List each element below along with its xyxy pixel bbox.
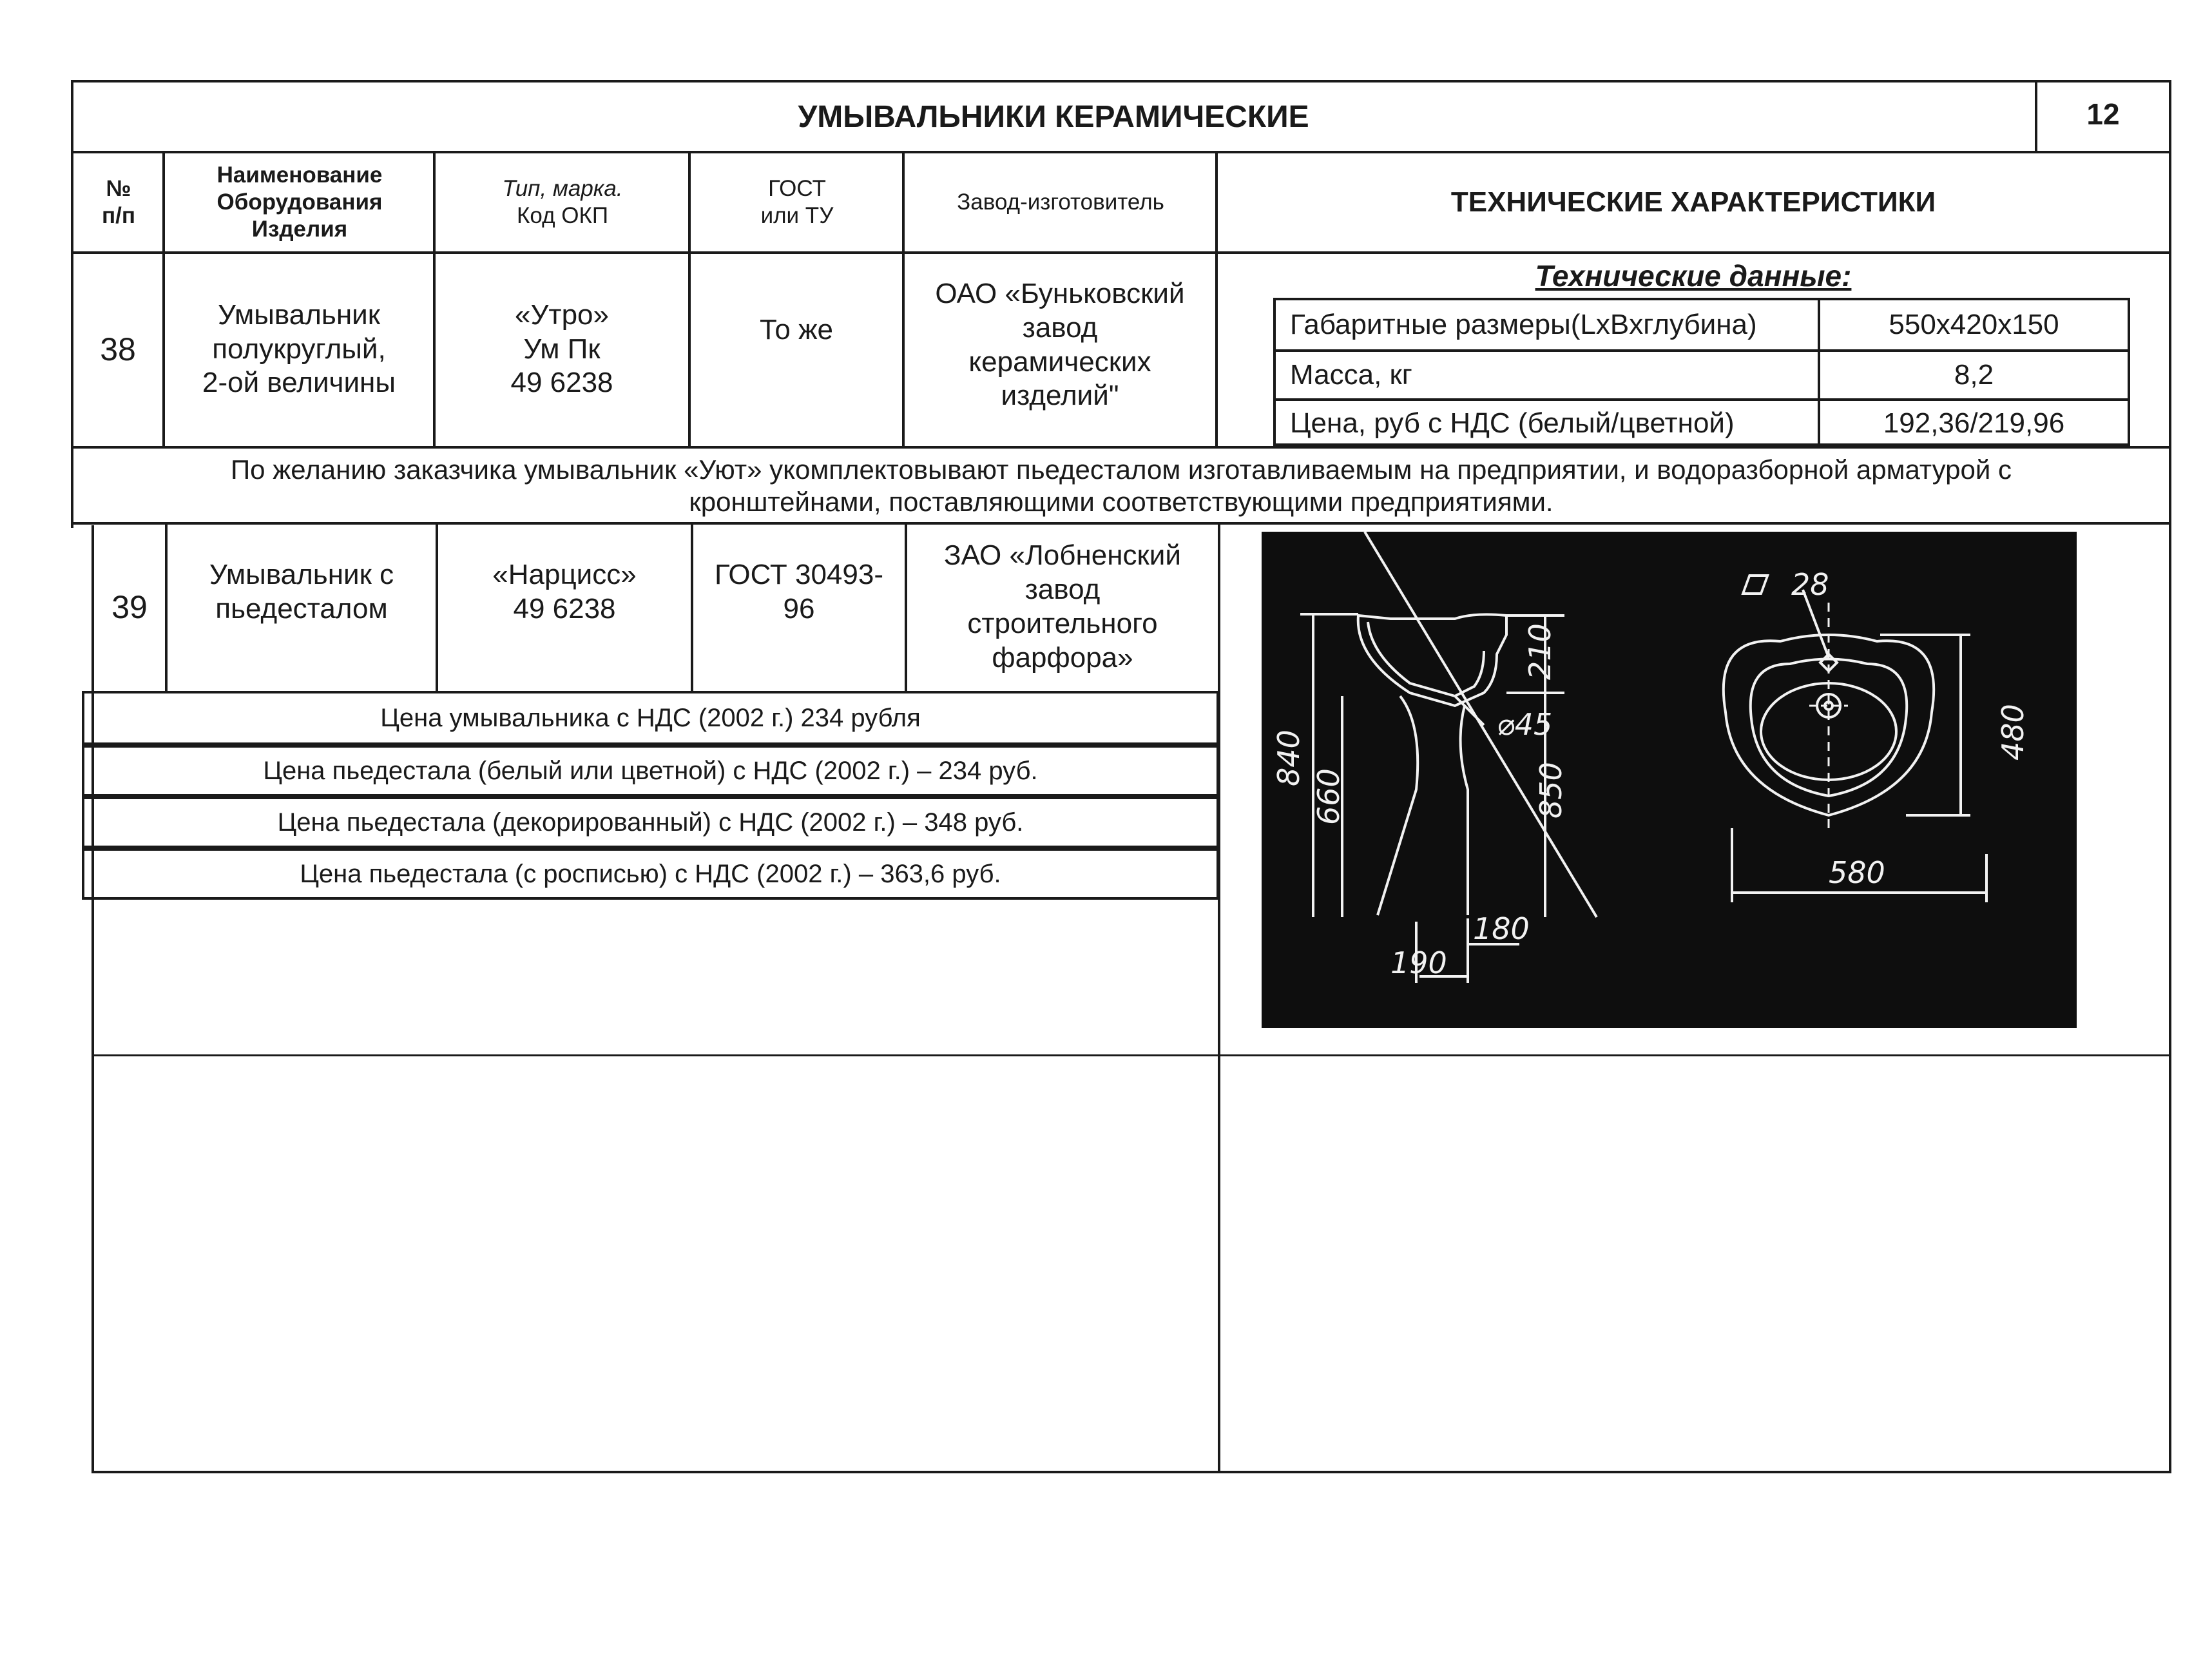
row38-type-line2: Ум Пк [523,333,601,365]
row38-manufacturer-line4: изделий" [1001,380,1119,412]
dim-label-580: 580 [1829,855,1885,890]
row38-type-line3: 49 6238 [510,367,613,399]
row38-type-line1: «Утро» [515,298,609,331]
col-divider-5 [1215,151,1218,447]
row38-manufacturer [905,254,1215,445]
spec-label: Габаритные размеры(LxBxглубина) [1276,300,1820,349]
row38-manufacturer-line1: ОАО «Буньковский [935,278,1185,309]
spec-row [1276,349,2128,398]
col-header-name-line2: Оборудования [216,189,383,215]
dim-label-480: 480 [1996,704,2030,761]
note-line1: По желанию заказчика умывальник «Уют» укомплектовывают пьедесталом изготавливаемым на предприятии, и водоразборной арматурой с [230,454,2012,485]
row38-gost: То же [759,314,834,345]
row39-name-line2: пьедесталом [215,593,388,625]
spec-value: 8,2 [1954,359,1994,391]
dim-label-850: 850 [1534,762,1568,819]
washbasin-drawing-svg [1262,532,2077,1028]
row38-type [436,254,688,445]
square-symbol-icon [1743,576,1767,594]
col-header-number-line2: п/п [101,203,135,228]
row39-type-line2: 49 6238 [513,593,616,625]
row38-name-line3: 2-ой величины [202,367,396,399]
dim-label-210: 210 [1523,623,1557,680]
col-header-number [73,153,164,251]
col-header-gost-line1: ГОСТ [768,176,826,201]
frame-bottom-border [91,1471,2171,1473]
col-header-gost [691,153,903,251]
row39-col-divider-5 [1218,522,1220,1473]
note-text [73,449,2169,523]
row38-tech-title: Технические данные: [1535,259,1852,293]
col-header-manufacturer: Завод-изготовитель [957,189,1164,215]
section-divider [91,1054,2171,1056]
col-header-gost-line2: или ТУ [760,203,834,228]
row39-gost-line1: ГОСТ 30493- [714,559,883,591]
spec-label: Масса, кг [1276,352,1820,398]
row38-manufacturer-line2: завод [1022,311,1098,344]
row39-number: 39 [111,589,148,625]
dim-label-660: 660 [1311,768,1346,825]
pedestal-back-edge [1461,706,1468,915]
row39-type-line1: «Нарцисс» [492,559,637,591]
dim-label-28: 28 [1791,567,1829,602]
row39-gost-line2: 96 [783,593,815,625]
row39-manufacturer-line3: строительного [967,608,1158,639]
row38-manufacturer-line3: керамических [968,345,1151,378]
washbasin-drawing [1262,532,2077,1028]
price-row: Цена пьедестала (декорированный) с НДС (2002 г.) – 348 руб. [82,797,1219,848]
row39-manufacturer [907,525,1218,690]
col-header-tech: ТЕХНИЧЕСКИЕ ХАРАКТЕРИСТИКИ [1450,186,1936,218]
dim-label-45: ⌀45 [1497,707,1553,742]
dim-label-190: 190 [1390,945,1447,980]
row39-manufacturer-line1: ЗАО «Лобненский [944,539,1181,572]
row39-name [168,525,436,660]
row38-name [165,254,433,445]
price-row: Цена умывальника с НДС (2002 г.) 234 рубля [82,693,1219,745]
floor-line [1365,532,1597,917]
frame-right-border [2169,80,2171,1472]
col-header-name-line1: Наименование [216,162,383,188]
col-header-type-line2: Код ОКП [517,203,608,228]
row39-name-line1: Умывальник с [209,559,394,591]
price-row: Цена пьедестала (с росписью) с НДС (2002 г.) – 363,6 руб. [82,848,1219,900]
spec-row [1276,300,2128,349]
page-title: УМЫВАЛЬНИКИ КЕРАМИЧЕСКИЕ [798,100,1309,135]
row38-number: 38 [100,331,136,367]
dim-label-180: 180 [1473,911,1530,946]
col-header-number-line1: № [106,176,131,201]
note-line2: кронштейнами, поставляющими соответствующими предприятиями. [689,487,1553,517]
row39-manufacturer-line4: фарфора» [992,641,1133,674]
spec-row [1276,398,2128,446]
pedestal-front-edge [1378,696,1418,915]
price-row: Цена пьедестала (белый или цветной) с НДС (2002 г.) – 234 руб. [82,745,1219,797]
row38-name-line2: полукруглый, [212,333,386,365]
row39-type [438,525,691,660]
row39-gost [693,525,905,660]
col-header-type-line1: Тип, марка. [502,176,623,201]
dim-label-840: 840 [1271,730,1306,786]
row39-manufacturer-line2: завод [1024,574,1101,606]
row38-spec-table [1273,298,2130,446]
col-header-name-line3: Изделия [251,217,348,242]
spec-label: Цена, руб с НДС (белый/цветной) [1276,401,1820,446]
col-header-type [436,153,689,251]
spec-value: 192,36/219,96 [1883,407,2065,439]
page-number: 12 [2086,97,2120,131]
col-header-name [165,153,434,251]
row38-name-line1: Умывальник [218,298,380,331]
spec-value: 550x420x150 [1889,309,2059,340]
